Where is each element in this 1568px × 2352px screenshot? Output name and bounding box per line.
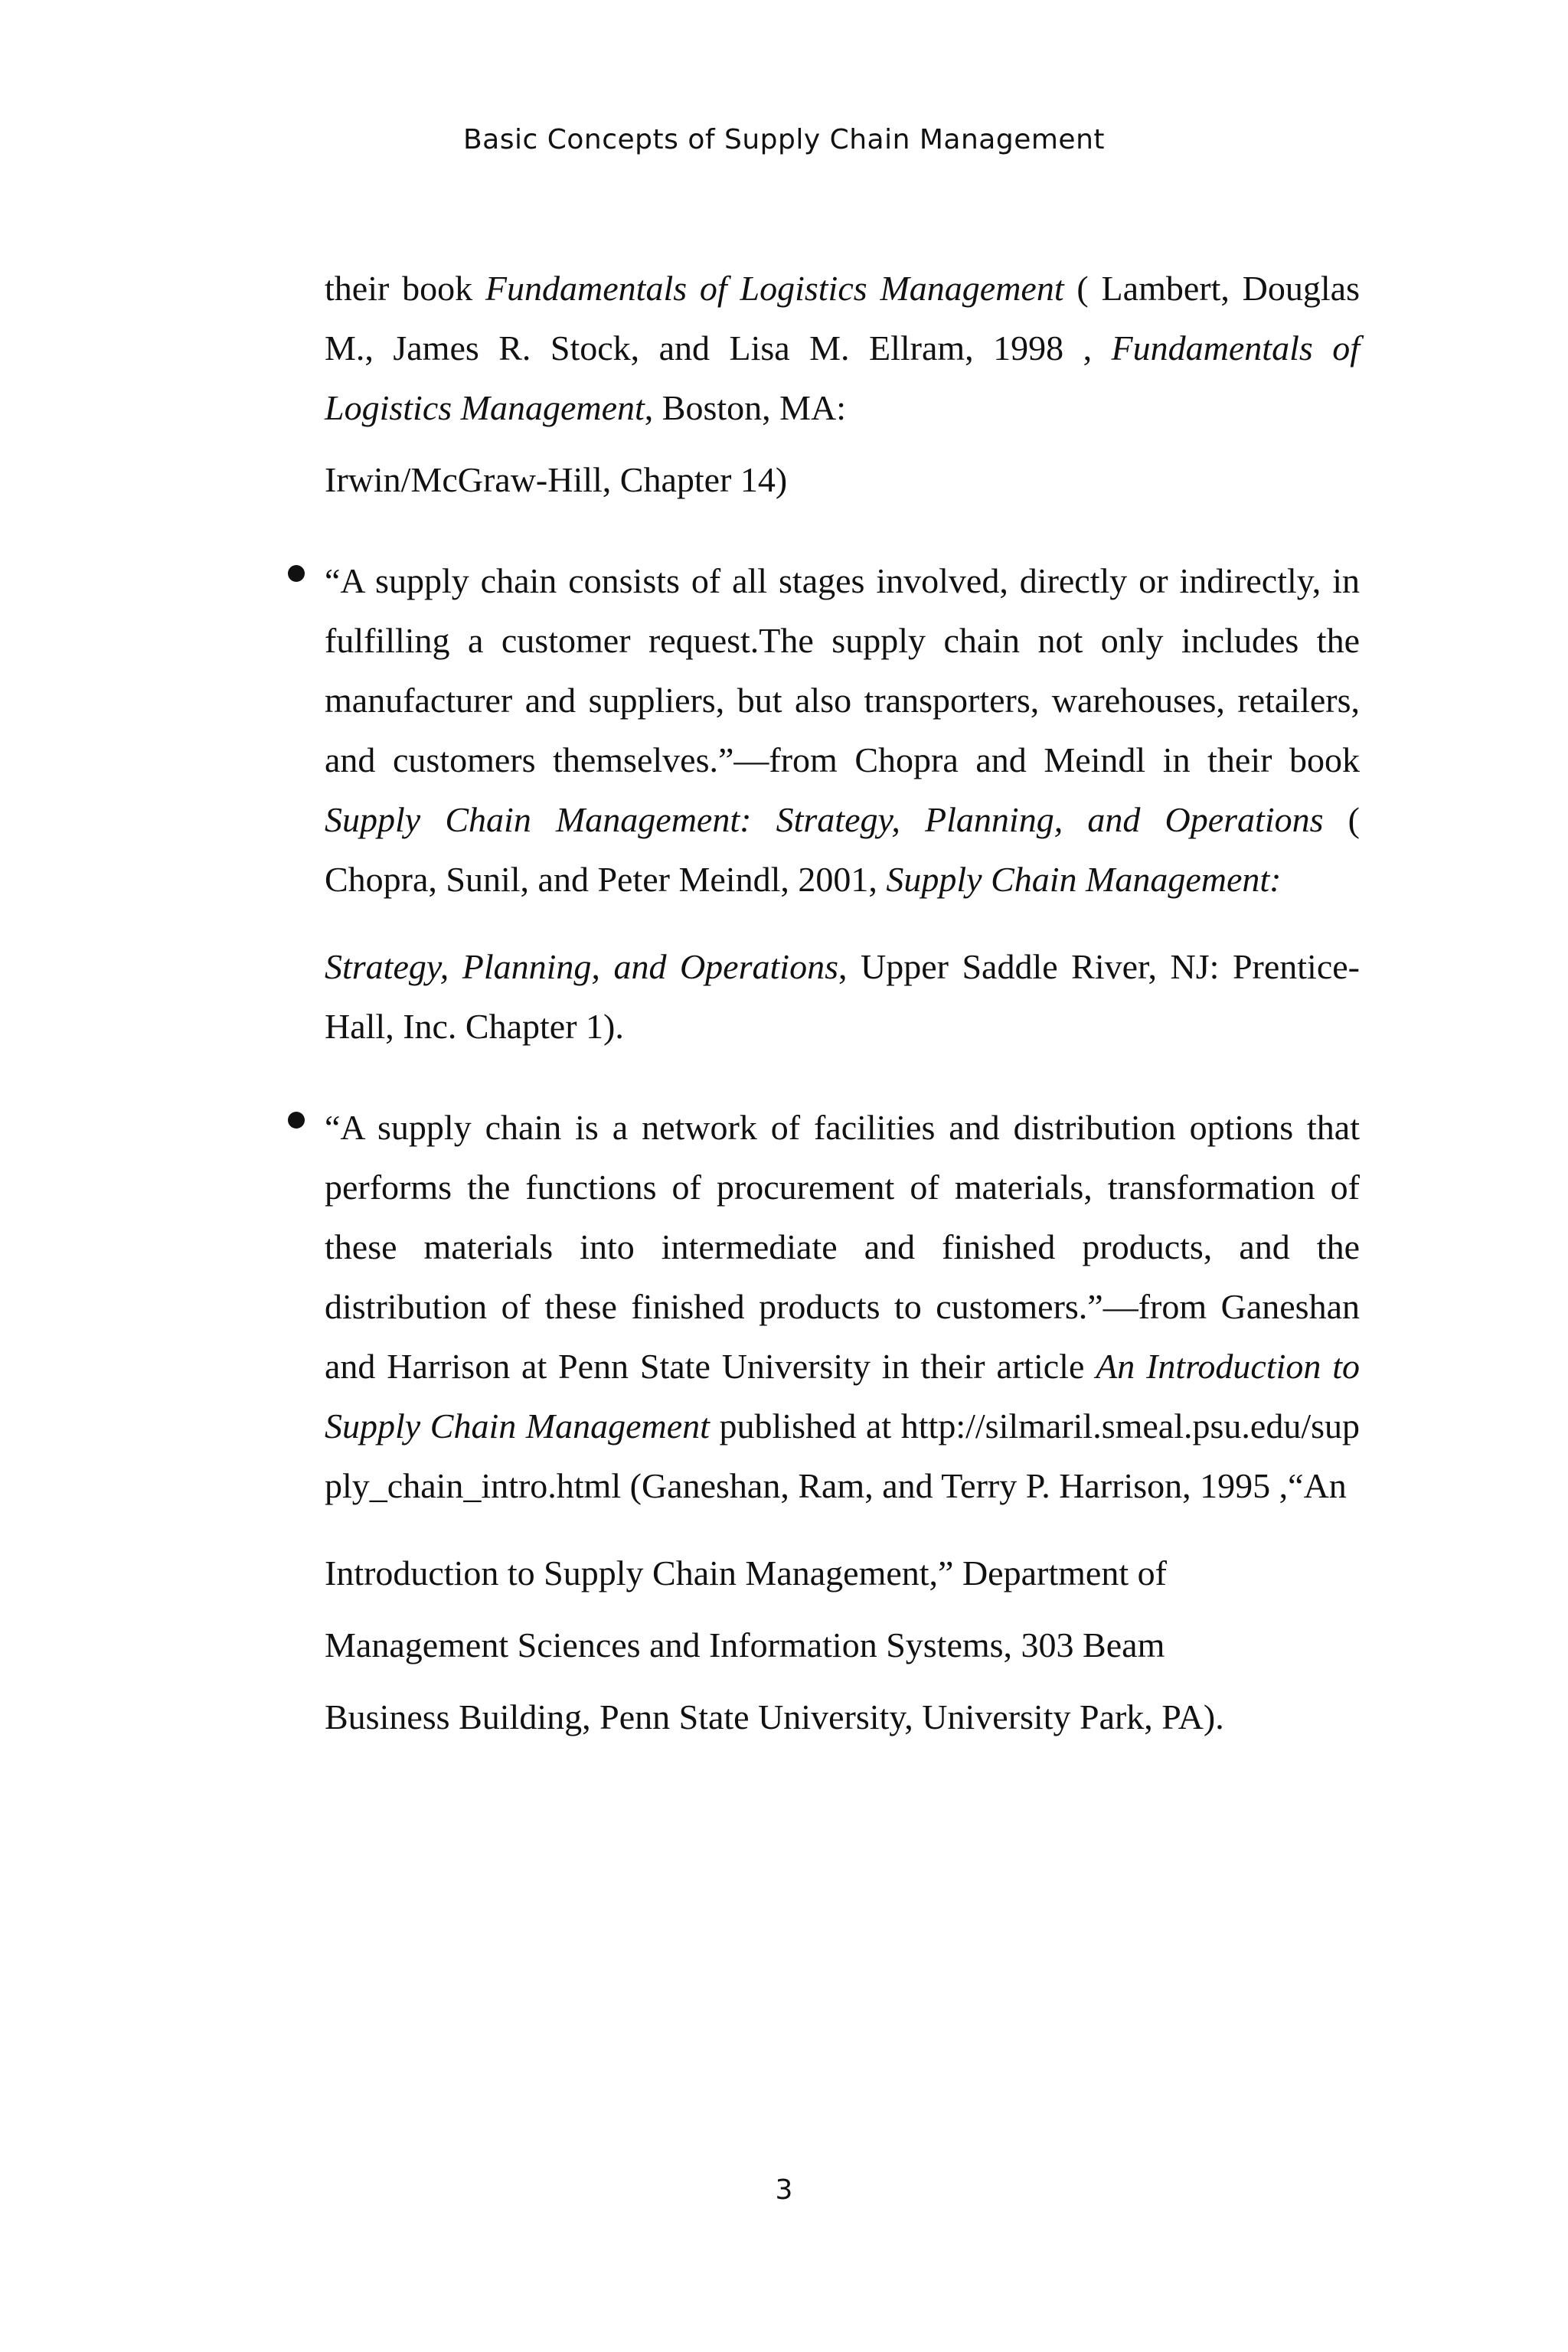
continuation-block (325, 259, 1360, 510)
citation-line: Business Building, Penn State University, University Park, PA). (325, 1697, 1224, 1736)
bullet-item-ganeshan-harrison (325, 1098, 1360, 1747)
continuation-paragraph: their book Fundamentals of Logistics Management ( Lambert, Douglas M., James R. Stock, and Lisa M. Ellram, 1998 , Fundamentals of Logistics Management, Boston, MA: (325, 269, 1360, 427)
citation-paragraph: Strategy, Planning, and Operations, Upper Saddle River, NJ: Prentice-Hall, Inc. Chapter 1). (325, 947, 1360, 1046)
running-header: Basic Concepts of Supply Chain Management (462, 124, 1106, 155)
bullet-dot-icon (288, 1112, 305, 1129)
quote-paragraph: “A supply chain is a network of facilities and distribution options that performs the functions of procurement of materials, transformation of these materials into intermediate and finished products, and the distribution of these finished products to customers.”—from Ganeshan and Harrison at Penn State University in their article An Introduction to Supply Chain Management published at http://silmaril.smeal.psu.edu/supply_chain_intro.html (Ganeshan, Ram, and Terry P. Harrison, 1995 ,“An (325, 1108, 1361, 1505)
continuation-paragraph-end: Irwin/McGraw-Hill, Chapter 14) (325, 460, 788, 499)
bullet-dot-icon (288, 565, 305, 582)
page-number: 3 (775, 2174, 793, 2206)
page-body (325, 259, 1360, 1747)
citation-line: Management Sciences and Information Systems, 303 Beam (325, 1625, 1165, 1664)
bullet-item-chopra-meindl (325, 551, 1360, 1057)
article-url-link[interactable]: http://silmaril.smeal.psu.edu/supply_chain_intro.html (325, 1406, 1361, 1505)
quote-paragraph: “A supply chain consists of all stages involved, directly or indirectly, in fulfilling a customer request.The supply chain not only includes the manufacturer and suppliers, but also transporters, warehouses, retailers, and customers themselves.”—from Chopra and Meindl in their book Supply Chain Management: Strategy, Planning, and Operations ( Chopra, Sunil, and Peter Meindl, 2001, Supply Chain Management: (325, 561, 1360, 899)
citation-line: Introduction to Supply Chain Management,” Department of (325, 1553, 1167, 1592)
